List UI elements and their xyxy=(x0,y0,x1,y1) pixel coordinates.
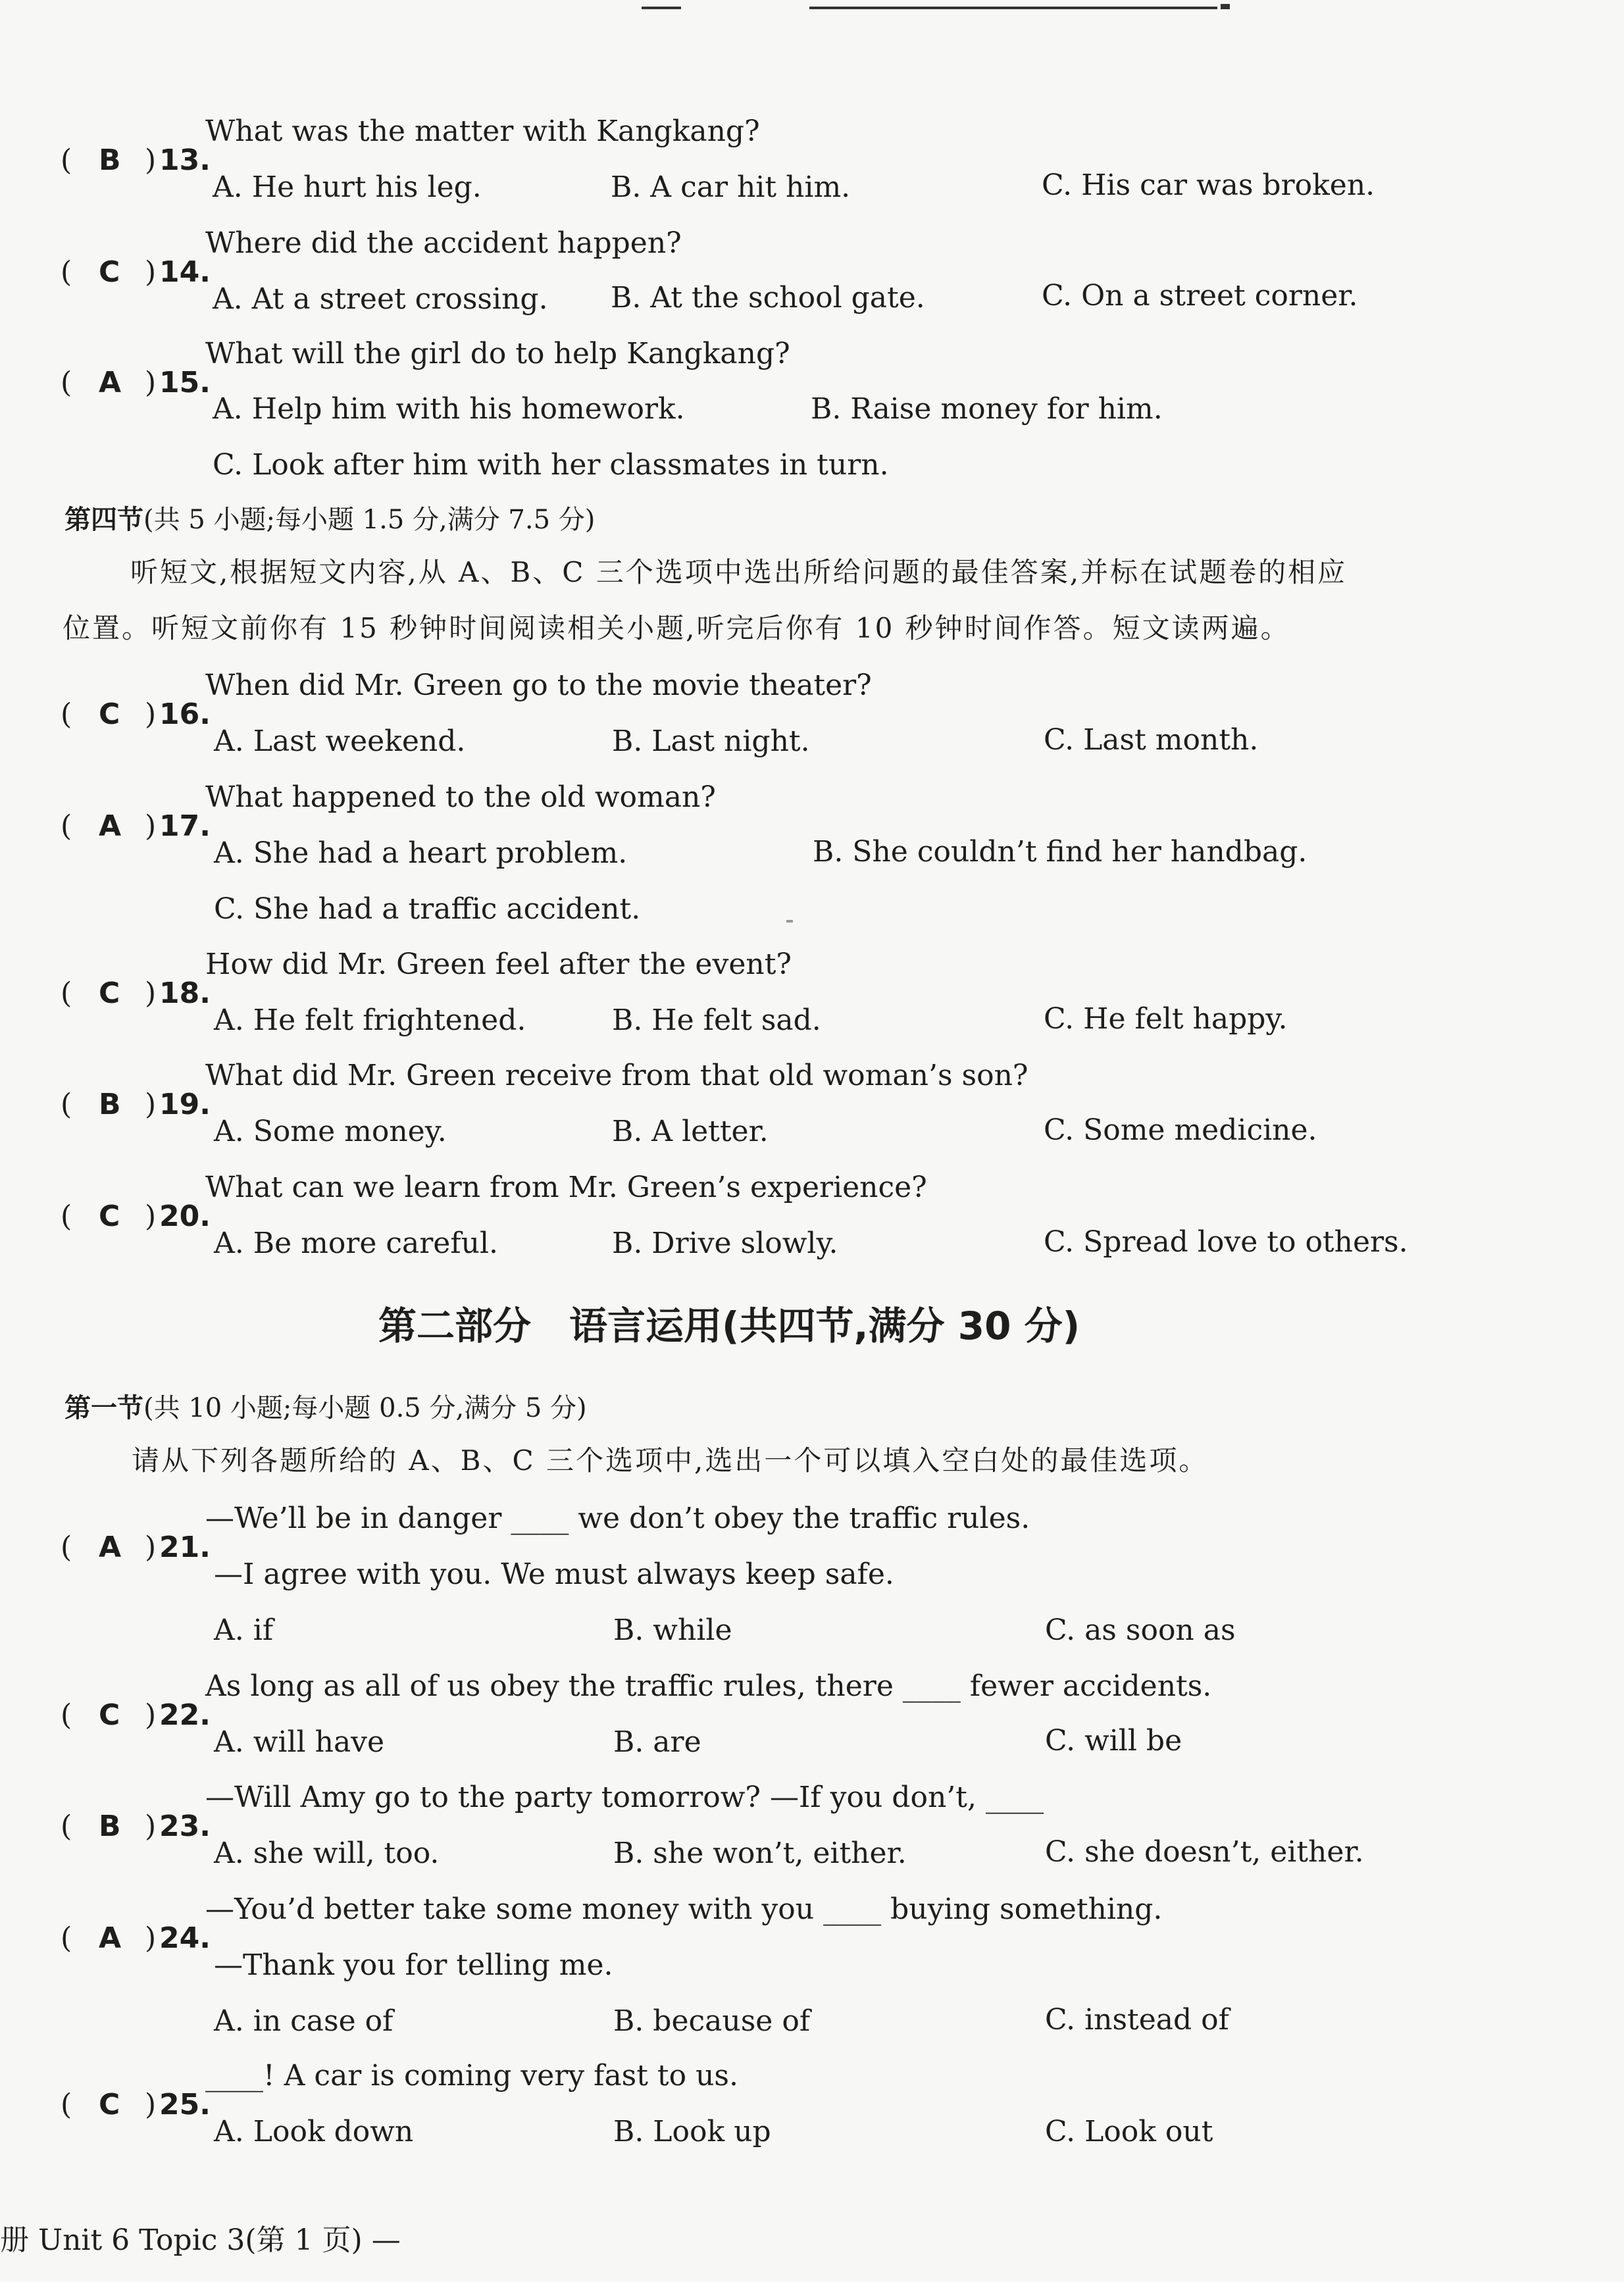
option-c: C. On a street corner. xyxy=(1042,279,1358,313)
question-20: ( C ) 20. What can we learn from Mr. Green’s experience? xyxy=(54,1168,927,1207)
option-c: C. will be xyxy=(1045,1724,1182,1758)
option-a: A. in case of xyxy=(214,2004,393,2038)
question-stem: What did Mr. Green receive from that old woman’s son? xyxy=(205,1059,1028,1092)
option-a: A. At a street crossing. xyxy=(213,282,548,316)
option-b: B. are xyxy=(613,1725,701,1759)
question-number: 20. xyxy=(159,1200,211,1233)
option-c: C. Look after him with her classmates in turn. xyxy=(213,448,889,482)
question-number: 23. xyxy=(159,1810,211,1843)
option-a: A. if xyxy=(214,1613,274,1647)
option-c: C. she doesn’t, either. xyxy=(1045,1835,1364,1869)
question-number: 25. xyxy=(159,2088,211,2121)
question-stem: When did Mr. Green go to the movie theater? xyxy=(205,669,872,702)
option-a: A. He hurt his leg. xyxy=(213,170,482,204)
question-number: 17. xyxy=(159,809,211,843)
answer-letter: C xyxy=(99,976,120,1010)
page-footer: 册 Unit 6 Topic 3(第 1 页) — xyxy=(0,2223,401,2257)
section-info: (共 5 小题;每小题 1.5 分,满分 7.5 分) xyxy=(143,505,596,535)
question-number: 18. xyxy=(159,976,211,1010)
answer-letter: B xyxy=(99,1810,121,1843)
option-b: B. while xyxy=(613,1613,732,1647)
option-c: C. Spread love to others. xyxy=(1044,1225,1408,1259)
section-4-instruction: 听短文,根据短文内容,从 A、B、C 三个选项中选出所给问题的最佳答案,并标在试题卷的相应 xyxy=(130,556,1348,588)
option-c: C. His car was broken. xyxy=(1042,168,1375,202)
question-stem: What happened to the old woman? xyxy=(205,780,716,814)
option-b: B. At the school gate. xyxy=(611,281,925,315)
answer-letter: C xyxy=(99,2088,120,2121)
dialogue-reply: —I agree with you. We must always keep safe. xyxy=(214,1558,894,1591)
question-stem: Where did the accident happen? xyxy=(205,226,682,260)
question-21: ( A ) 21. —We’ll be in danger ____ we don’t obey the traffic rules. xyxy=(54,1499,1030,1538)
question-25: ( C ) 25. ____! A car is coming very fast to us. xyxy=(54,2056,738,2096)
option-c: C. Some medicine. xyxy=(1044,1113,1317,1147)
option-c: C. She had a traffic accident. xyxy=(214,892,641,926)
section-title: 第一节 xyxy=(64,1393,143,1423)
question-15: ( A ) 15. What will the girl do to help Kangkang? xyxy=(54,334,790,374)
section-info: (共 10 小题;每小题 0.5 分,满分 5 分) xyxy=(143,1393,587,1423)
question-number: 24. xyxy=(159,1921,211,1955)
option-a: A. Some money. xyxy=(214,1115,447,1148)
question-number: 21. xyxy=(159,1531,211,1564)
question-24: ( A ) 24. —You’d better take some money with you ____ buying something. xyxy=(54,1890,1162,1929)
top-rule xyxy=(642,7,681,9)
question-stem: —Will Amy go to the party tomorrow? —If you don’t, ____ xyxy=(205,1781,1044,1814)
question-stem: What can we learn from Mr. Green’s experience? xyxy=(205,1171,927,1204)
option-c: C. He felt happy. xyxy=(1044,1002,1288,1036)
question-19: ( B ) 19. What did Mr. Green receive from that old woman’s son? xyxy=(54,1056,1028,1096)
answer-letter: A xyxy=(99,809,122,843)
top-mark xyxy=(1221,4,1230,9)
answer-letter: B xyxy=(99,143,121,177)
option-b: B. Last night. xyxy=(612,724,810,758)
option-b: B. Raise money for him. xyxy=(811,392,1163,426)
part-2-title: 第二部分 语言运用(共四节,满分 30 分) xyxy=(378,1304,1080,1348)
question-stem: —You’d better take some money with you ____ buying something. xyxy=(205,1892,1163,1926)
section-1-instruction: 请从下列各题所给的 A、B、C 三个选项中,选出一个可以填入空白处的最佳选项。 xyxy=(132,1444,1209,1477)
option-b: B. because of xyxy=(613,2004,811,2038)
question-number: 15. xyxy=(159,366,211,399)
question-18: ( C ) 18. How did Mr. Green feel after the event? xyxy=(54,945,792,984)
section-1-header xyxy=(64,1388,587,1428)
section-title: 第四节 xyxy=(64,505,143,535)
answer-letter: A xyxy=(99,366,122,399)
option-a: A. Be more careful. xyxy=(214,1227,499,1260)
question-stem: What was the matter with Kangkang? xyxy=(205,114,760,148)
option-c: C. Look out xyxy=(1045,2115,1213,2148)
question-stem: —We’ll be in danger ____ we don’t obey the traffic rules. xyxy=(205,1502,1030,1535)
question-16: ( C ) 16. When did Mr. Green go to the movie theater? xyxy=(54,666,872,705)
question-number: 14. xyxy=(159,255,211,289)
answer-letter: C xyxy=(99,1698,120,1732)
option-b: B. He felt sad. xyxy=(612,1003,821,1037)
question-14: ( C ) 14. Where did the accident happen? xyxy=(54,224,682,263)
question-17: ( A ) 17. What happened to the old woman? xyxy=(54,778,716,817)
section-4-header xyxy=(64,500,595,540)
question-number: 13. xyxy=(159,143,211,177)
answer-letter: C xyxy=(99,255,120,289)
question-13: ( B ) 13. What was the matter with Kangkang? xyxy=(54,112,760,151)
answer-letter: B xyxy=(99,1088,121,1121)
question-stem: As long as all of us obey the traffic rules, there ____ fewer accidents. xyxy=(205,1669,1212,1703)
option-a: A. He felt frightened. xyxy=(214,1003,526,1037)
option-a: A. She had a heart problem. xyxy=(214,836,628,870)
option-a: A. Help him with his homework. xyxy=(213,392,685,426)
option-c: C. Last month. xyxy=(1044,723,1259,757)
question-23: ( B ) 23. —Will Amy go to the party tomorrow? —If you don’t, ____ xyxy=(54,1778,1044,1817)
section-4-instruction: 位置。听短文前你有 15 秒钟时间阅读相关小题,听完后你有 10 秒钟时间作答。短文读两遍。 xyxy=(63,612,1290,644)
question-22: ( C ) 22. As long as all of us obey the traffic rules, there ____ fewer accidents. xyxy=(54,1667,1211,1706)
answer-letter: C xyxy=(99,1200,120,1233)
question-number: 16. xyxy=(159,697,211,731)
option-a: A. Look down xyxy=(214,2115,414,2148)
question-number: 19. xyxy=(159,1088,211,1121)
question-stem: What will the girl do to help Kangkang? xyxy=(205,337,790,370)
answer-letter: A xyxy=(99,1531,122,1564)
print-speck xyxy=(786,920,793,923)
option-a: A. will have xyxy=(214,1725,385,1759)
option-b: B. she won’t, either. xyxy=(613,1837,907,1870)
answer-letter: A xyxy=(99,1921,122,1955)
option-a: A. Last weekend. xyxy=(214,724,466,758)
option-b: B. A car hit him. xyxy=(611,170,851,204)
option-b: B. Look up xyxy=(613,2115,771,2148)
option-b: B. Drive slowly. xyxy=(612,1227,838,1260)
question-number: 22. xyxy=(159,1698,211,1732)
option-b: B. She couldn’t find her handbag. xyxy=(813,835,1307,869)
dialogue-reply: —Thank you for telling me. xyxy=(214,1948,613,1982)
answer-letter: C xyxy=(99,697,120,731)
option-c: C. instead of xyxy=(1045,2003,1229,2037)
option-b: B. A letter. xyxy=(612,1115,769,1148)
question-stem: ____! A car is coming very fast to us. xyxy=(205,2059,738,2092)
option-a: A. she will, too. xyxy=(214,1837,440,1870)
question-stem: How did Mr. Green feel after the event? xyxy=(205,948,792,981)
top-rule xyxy=(809,7,1217,9)
option-c: C. as soon as xyxy=(1045,1613,1236,1647)
